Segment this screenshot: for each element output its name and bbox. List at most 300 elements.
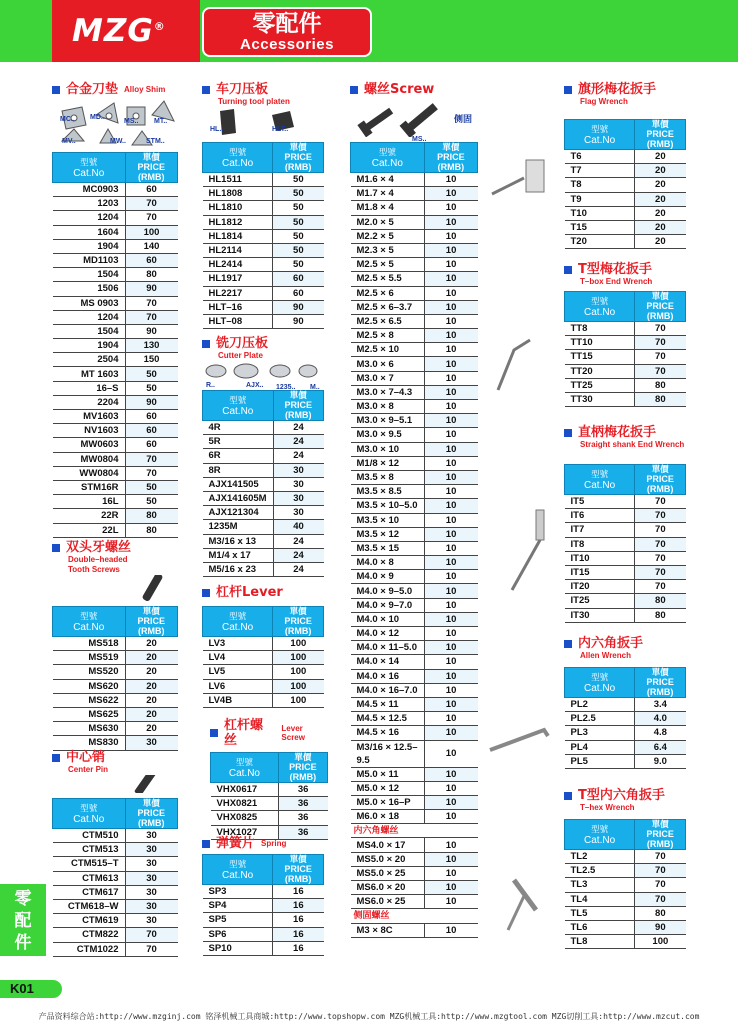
price: 70 [635, 850, 686, 864]
table-row [53, 707, 178, 721]
price-en-header: PRICE [646, 301, 674, 311]
price: 10 [424, 470, 477, 484]
price: 10 [424, 400, 477, 414]
price: 50 [125, 381, 178, 395]
price: 10 [424, 683, 477, 697]
table-row [565, 864, 686, 878]
price: 50 [273, 173, 324, 187]
table-row [565, 523, 686, 537]
cat-en-header: Cat.No [584, 306, 616, 318]
price: 70 [125, 452, 178, 466]
table-row [351, 357, 478, 371]
price: 50 [125, 495, 178, 509]
price: 10 [424, 570, 477, 584]
table-row [203, 548, 324, 562]
cat-no: MD1103 [53, 253, 126, 267]
table-row [565, 920, 686, 934]
mzg-logo: MZG® [52, 0, 200, 62]
table-row [53, 899, 178, 913]
price: 10 [424, 286, 477, 300]
cat-cn-header: 型號 [80, 802, 98, 813]
price: 10 [424, 838, 477, 852]
table-row [351, 229, 478, 243]
cat-no: 1504 [53, 324, 126, 338]
table-row [565, 850, 686, 864]
price: 10 [424, 781, 477, 795]
double-screw-section: 双头牙螺丝 Double–headed Tooth Screws 型號 Cat.No 單價 PRICE (RMB) MS518 20 MS519 20 MS520 20 MS620 20 MS622 20 MS625 20 MS630 20 MS830 30 [52, 540, 178, 751]
price-en-header: PRICE [646, 129, 674, 139]
price: 10 [424, 852, 477, 866]
table-row [565, 551, 686, 565]
price: 30 [273, 477, 323, 491]
cat-no: HL1808 [203, 187, 273, 201]
cat-no: M4.0 × 9–7.0 [351, 598, 425, 612]
cat-en-header: Cat.No [222, 869, 254, 881]
table-row [53, 324, 178, 338]
price-unit-header: (RMB) [646, 311, 674, 321]
cat-no: TL2.5 [565, 864, 635, 878]
spring-section: 弹簧片 Spring 型號 Cat.No 單價 PRICE (RMB) SP3 16 SP4 16 SP5 16 SP6 16 SP10 16 [202, 836, 324, 956]
table-row [203, 693, 324, 707]
price: 10 [424, 627, 477, 641]
cat-no: T9 [565, 192, 635, 206]
cat-no: TL6 [565, 920, 635, 934]
cat-no: M4.0 × 9–5.0 [351, 584, 425, 598]
cat-en-header: Cat.No [371, 157, 403, 169]
screw-section: 螺丝Screw MS.. 侧固 型號 Cat.No 單價 PRICE (RMB) M1.6 × 4 10 M1.7 × 4 10 M1.8 × 4 10 M2.0 × 5 10 M2.2 × 5 10 M2.3 × 5 10 M2.5 × 5 10 M2.5 × 5.5 10 M2.5 × 6 10 M2.5 × 6–3.7 10 M2.5 × 6.5 10 M2.5 × 8 10 M2.5 × 10 10 M3.0 × 6 10 M3.0 × 7 10 M3.0 × 7–4.3 10 M3.0 × 8 10 M3.0 × 9–5.1 10 M3.0 × 9.5 10 M3.0 × 10 10 M1/8 × 12 10 M3.5 × 8 10 M3.5 × 8.5 10 M3.5 × 10–5.0 10 M3.5 × 10 10 M3.5 × 12 10 M3.5 × 15 10 M4.0 × 8 10 M4.0 × 9 10 M4.0 × 9–5.0 10 M4.0 × 9–7.0 10 M4.0 × 10 10 M4.0 × 12 10 M4.0 × 11–5.0 10 M4.0 × 14 10 M4.0 × 16 10 M4.0 × 16–7.0 10 M4.5 × 11 10 M4.5 × 12.5 10 M4.5 × 16 10 M3/16 × 12.5–9.5 10 M5.0 × 11 10 M5.0 × 12 10 M5.0 × 16–P 10 M6.0 × 18 10 内六角螺丝 MS4.0 × 17 10 MS5.0 × 20 10 MS5.0 × 25 10 MS6.0 × 20 10 MS6.0 × 25 10 侧固螺丝 M3 × 8C 10 [350, 82, 478, 938]
price: 10 [424, 343, 477, 357]
price-cn-header: 單價 [289, 390, 307, 400]
cat-no: M3.5 × 10 [351, 513, 425, 527]
cat-no: 6R [203, 449, 274, 463]
cat-no: T20 [565, 235, 635, 249]
cat-no: IT30 [565, 608, 635, 622]
price-cn-header: 單價 [651, 819, 669, 829]
price: 4.0 [635, 712, 686, 726]
price: 10 [424, 612, 477, 626]
price: 50 [273, 243, 324, 257]
cat-no: TT10 [565, 336, 635, 350]
price: 100 [273, 637, 324, 651]
price: 20 [635, 178, 686, 192]
table-row [565, 906, 686, 920]
price: 70 [635, 580, 686, 594]
price: 20 [635, 164, 686, 178]
cat-en-header: Cat.No [584, 479, 616, 491]
cat-no: SP3 [203, 885, 273, 899]
cat-no: IT7 [565, 523, 635, 537]
table-row [53, 183, 178, 197]
alloy-shim-section: 合金刀垫 Alloy Shim MC.. MD.. MS.. MT.. MV.. MW.. STM.. 型號 Cat.No 單價 PRICE (RMB) MC0903 60 1203 70 1204 70 1604 100 1904 140 MD1103 60 1504 80 1506 90 MS 0903 70 1204 70 1504 90 1904 130 2504 150 MT 1603 50 16–S 50 2204 90 MV1603 60 NV1603 60 MW0603 60 MW0804 70 WW0804 70 STM16R 50 16L 50 22R 80 22L 80 [52, 82, 178, 538]
price-cn-header: 單價 [142, 606, 160, 616]
price-unit-header: (RMB) [284, 874, 312, 884]
cat-no: IT5 [565, 495, 635, 509]
price: 150 [125, 353, 178, 367]
cat-no: M4.0 × 9 [351, 570, 425, 584]
cat-no: M1.6 × 4 [351, 173, 425, 187]
cat-no: M3.5 × 15 [351, 541, 425, 555]
price-en-header: PRICE [646, 474, 674, 484]
table-row [351, 243, 478, 257]
price-en-header: PRICE [646, 829, 674, 839]
price: 10 [424, 641, 477, 655]
price: 80 [635, 594, 686, 608]
table-row [351, 795, 478, 809]
table-row [565, 192, 686, 206]
cat-no: PL5 [565, 754, 635, 768]
cat-no: 22R [53, 509, 126, 523]
straight-wrench-section: 直柄梅花扳手 Straight shank End Wrench 型號 Cat.No 單價 PRICE (RMB) IT5 70 IT6 70 IT7 70 IT8 70 IT10 70 IT15 70 IT20 70 IT25 80 IT30 80 [564, 425, 686, 623]
price: 100 [273, 665, 324, 679]
table-row [203, 562, 324, 576]
table-row [351, 314, 478, 328]
price: 20 [635, 235, 686, 249]
cat-no: M1.8 × 4 [351, 201, 425, 215]
table-row [53, 268, 178, 282]
double-screw-image [52, 575, 178, 601]
table-row [351, 598, 478, 612]
cat-no: 22L [53, 523, 126, 537]
cat-no: M3.0 × 9–5.1 [351, 414, 425, 428]
table-row [565, 150, 686, 164]
cat-no: M4.0 × 12 [351, 627, 425, 641]
cat-no: WW0804 [53, 466, 126, 480]
straight-wrench-table [564, 464, 686, 623]
table-row [53, 410, 178, 424]
price: 30 [125, 871, 178, 885]
cat-no: M4.0 × 8 [351, 556, 425, 570]
price: 36 [278, 797, 327, 811]
cat-no: CTM513 [53, 843, 126, 857]
cat-no: TL2 [565, 850, 635, 864]
price: 16 [273, 885, 324, 899]
price: 100 [273, 693, 324, 707]
price: 80 [125, 523, 178, 537]
price: 30 [125, 857, 178, 871]
table-row [53, 253, 178, 267]
cat-no: MS5.0 × 25 [351, 866, 425, 880]
cat-no: TL8 [565, 935, 635, 949]
price-unit-header: (RMB) [646, 139, 674, 149]
cat-no: 1904 [53, 239, 126, 253]
cat-no: M2.5 × 6.5 [351, 314, 425, 328]
table-row [53, 353, 178, 367]
table-row [351, 852, 478, 866]
cat-no: HL1810 [203, 201, 273, 215]
center-pin-table [52, 798, 178, 957]
table-row [565, 878, 686, 892]
table-row [53, 523, 178, 537]
cat-no: LV5 [203, 665, 273, 679]
double-screw-table [52, 606, 178, 751]
table-row [351, 513, 478, 527]
table-row [351, 527, 478, 541]
bullet-icon [564, 266, 572, 274]
price: 20 [635, 206, 686, 220]
cat-en-header: Cat.No [222, 157, 254, 169]
price: 80 [125, 268, 178, 282]
price: 20 [125, 722, 178, 736]
price: 10 [424, 173, 477, 187]
cat-no: T15 [565, 220, 635, 234]
cat-no: T10 [565, 206, 635, 220]
cat-no: 8R [203, 463, 274, 477]
price-cn-header: 單價 [289, 142, 307, 152]
table-row [203, 314, 324, 328]
price-cn-header: 單價 [442, 142, 460, 152]
table-row [351, 286, 478, 300]
cat-en-header: Cat.No [584, 134, 616, 146]
table-row [203, 215, 324, 229]
price-en-header: PRICE [137, 808, 165, 818]
cat-no: HL2217 [203, 286, 273, 300]
price: 30 [125, 899, 178, 913]
price: 100 [273, 679, 324, 693]
sub-heading: 内六角螺丝 [351, 824, 478, 838]
price: 10 [424, 513, 477, 527]
price: 70 [635, 892, 686, 906]
table-row [351, 556, 478, 570]
cutter-plate-image [202, 361, 324, 381]
table-row [351, 584, 478, 598]
table-row [203, 272, 324, 286]
price: 16 [273, 927, 324, 941]
cat-no: M4.0 × 11–5.0 [351, 641, 425, 655]
cat-no: M2.5 × 8 [351, 329, 425, 343]
price: 70 [635, 495, 686, 509]
table-row [53, 509, 178, 523]
cat-no: MS4.0 × 17 [351, 838, 425, 852]
cat-no: M3/16 x 13 [203, 534, 274, 548]
price: 10 [424, 726, 477, 740]
price: 100 [273, 651, 324, 665]
price: 70 [635, 565, 686, 579]
table-row [203, 941, 324, 955]
cat-no: TT30 [565, 392, 635, 406]
cat-no: 2204 [53, 395, 126, 409]
cat-no: SP4 [203, 899, 273, 913]
price: 10 [424, 795, 477, 809]
table-row [53, 722, 178, 736]
price: 60 [125, 438, 178, 452]
price-cn-header: 單價 [651, 119, 669, 129]
price: 80 [635, 608, 686, 622]
cat-no: MS625 [53, 707, 126, 721]
price-unit-header: (RMB) [437, 162, 465, 172]
table-row [53, 452, 178, 466]
table-row [53, 928, 178, 942]
cat-cn-header: 型號 [80, 610, 98, 621]
table-row [203, 449, 324, 463]
cat-no: M4.0 × 16 [351, 669, 425, 683]
table-row [203, 899, 324, 913]
cat-cn-header: 型號 [80, 156, 98, 167]
cat-no: MS 0903 [53, 296, 126, 310]
price: 30 [273, 463, 323, 477]
price-en-header: PRICE [289, 762, 317, 772]
table-row [53, 480, 178, 494]
table-row [203, 463, 324, 477]
price: 24 [273, 534, 323, 548]
turning-platen-table [202, 142, 324, 329]
cat-no: SP5 [203, 913, 273, 927]
cat-no: M2.5 × 5.5 [351, 272, 425, 286]
table-row [565, 740, 686, 754]
table-row [351, 669, 478, 683]
price: 36 [278, 811, 327, 825]
cat-no: 16L [53, 495, 126, 509]
price: 40 [273, 520, 323, 534]
price: 50 [125, 480, 178, 494]
table-row [351, 371, 478, 385]
price: 30 [125, 736, 178, 750]
tbox-wrench-table [564, 291, 686, 407]
price: 20 [125, 693, 178, 707]
price: 20 [125, 637, 178, 651]
price: 60 [125, 253, 178, 267]
table-row [53, 310, 178, 324]
price: 10 [424, 272, 477, 286]
cat-no: 16–S [53, 381, 126, 395]
alloy-shim-table [52, 152, 178, 538]
price: 10 [424, 866, 477, 880]
cat-no: AJX141605M [203, 491, 274, 505]
cat-no: 1203 [53, 197, 126, 211]
table-row [565, 164, 686, 178]
cat-no: SP10 [203, 941, 273, 955]
price: 10 [424, 414, 477, 428]
price-cn-header: 單價 [651, 291, 669, 301]
table-row [565, 892, 686, 906]
cat-no: MS520 [53, 665, 126, 679]
bullet-icon [564, 86, 572, 94]
price: 90 [125, 282, 178, 296]
price-en-header: PRICE [137, 616, 165, 626]
price: 16 [273, 899, 324, 913]
price-en-header: PRICE [137, 162, 165, 172]
table-row [53, 381, 178, 395]
table-row [351, 740, 478, 767]
price-unit-header: (RMB) [646, 484, 674, 494]
cat-no: M3.5 × 8.5 [351, 485, 425, 499]
price: 70 [635, 336, 686, 350]
cat-no: CTM618–W [53, 899, 126, 913]
spring-table [202, 854, 324, 956]
cat-no: M1.7 × 4 [351, 187, 425, 201]
cat-no: HL2114 [203, 243, 273, 257]
price: 30 [125, 885, 178, 899]
price: 9.0 [635, 754, 686, 768]
table-row [211, 797, 328, 811]
cat-no: HL2414 [203, 258, 273, 272]
price: 10 [424, 527, 477, 541]
price-cn-header: 單價 [294, 752, 312, 762]
cat-cn-header: 型號 [591, 295, 609, 306]
price: 50 [273, 229, 324, 243]
cutter-plate-section: 铣刀压板 Cutter Plate R.. AJX.. 1235.. M.. 型號 Cat.No 單價 PRICE (RMB) 4R 24 5R 24 6R 24 8R 30 AJX141505 30 AJX141605M 30 AJX121304 30 1235M 40 M3/16 x 13 24 M1/4 x 17 24 M5/16 x 23 24 [202, 336, 324, 577]
cat-no: CTM510 [53, 829, 126, 843]
table-row [203, 637, 324, 651]
cat-no: MT 1603 [53, 367, 126, 381]
table-row [565, 935, 686, 949]
price: 80 [635, 392, 686, 406]
table-row [53, 736, 178, 750]
bullet-icon [202, 86, 210, 94]
price-unit-header: (RMB) [138, 172, 165, 182]
table-row [53, 914, 178, 928]
cat-no: CTM613 [53, 871, 126, 885]
price-en-header: PRICE [284, 400, 313, 410]
table-row [53, 651, 178, 665]
cat-no: SP6 [203, 927, 273, 941]
cat-no: T6 [565, 150, 635, 164]
table-row [203, 520, 324, 534]
bullet-icon [202, 840, 210, 848]
price: 130 [125, 339, 178, 353]
cat-no: T7 [565, 164, 635, 178]
cat-no: TL3 [565, 878, 635, 892]
table-row [203, 201, 324, 215]
cat-no: M4.0 × 10 [351, 612, 425, 626]
cat-no: TT20 [565, 364, 635, 378]
turning-platen-section: 车刀压板 Turning tool platen HL.. HLT.. 型號 Cat.No 單價 PRICE (RMB) HL1511 50 HL1808 50 HL1810 50 HL1812 50 HL1814 50 HL2114 50 HL2414 50 HL1917 60 HL2217 60 HLT–16 90 HLT–08 90 [202, 82, 324, 329]
price: 10 [424, 300, 477, 314]
price: 90 [125, 395, 178, 409]
table-row [53, 693, 178, 707]
price-cn-header: 單價 [651, 464, 669, 474]
cat-no: AJX141505 [203, 477, 274, 491]
cat-no: TT8 [565, 322, 635, 336]
cat-no: M2.2 × 5 [351, 229, 425, 243]
cat-no: HLT–16 [203, 300, 273, 314]
cat-cn-header: 型號 [229, 610, 247, 621]
table-row [565, 378, 686, 392]
cat-cn-header: 型號 [378, 146, 396, 157]
cat-no: 1204 [53, 211, 126, 225]
price: 90 [273, 314, 324, 328]
table-row [565, 608, 686, 622]
cat-en-header: Cat.No [222, 405, 254, 417]
cat-no: 1204 [53, 310, 126, 324]
price: 60 [273, 272, 324, 286]
lever-table [202, 606, 324, 708]
page-title: 零配件 Accessories [202, 7, 372, 57]
price: 70 [125, 310, 178, 324]
cat-no: 1235M [203, 520, 274, 534]
cat-no: M4.0 × 16–7.0 [351, 683, 425, 697]
price-en-header: PRICE [646, 677, 674, 687]
table-row [351, 570, 478, 584]
cat-no: M1/8 × 12 [351, 456, 425, 470]
table-row [351, 414, 478, 428]
table-row [351, 215, 478, 229]
cat-no: M3/16 × 12.5–9.5 [351, 740, 425, 767]
price: 10 [424, 767, 477, 781]
price: 24 [273, 562, 323, 576]
screw-table [350, 142, 478, 938]
price: 10 [424, 499, 477, 513]
cat-en-header: Cat.No [222, 621, 254, 633]
bullet-icon [202, 589, 210, 597]
table-row [565, 364, 686, 378]
table-row [53, 438, 178, 452]
cat-no: IT20 [565, 580, 635, 594]
cat-no: MS518 [53, 637, 126, 651]
cat-cn-header: 型號 [591, 468, 609, 479]
price: 10 [424, 923, 477, 937]
price: 20 [125, 651, 178, 665]
cat-no: AJX121304 [203, 506, 274, 520]
